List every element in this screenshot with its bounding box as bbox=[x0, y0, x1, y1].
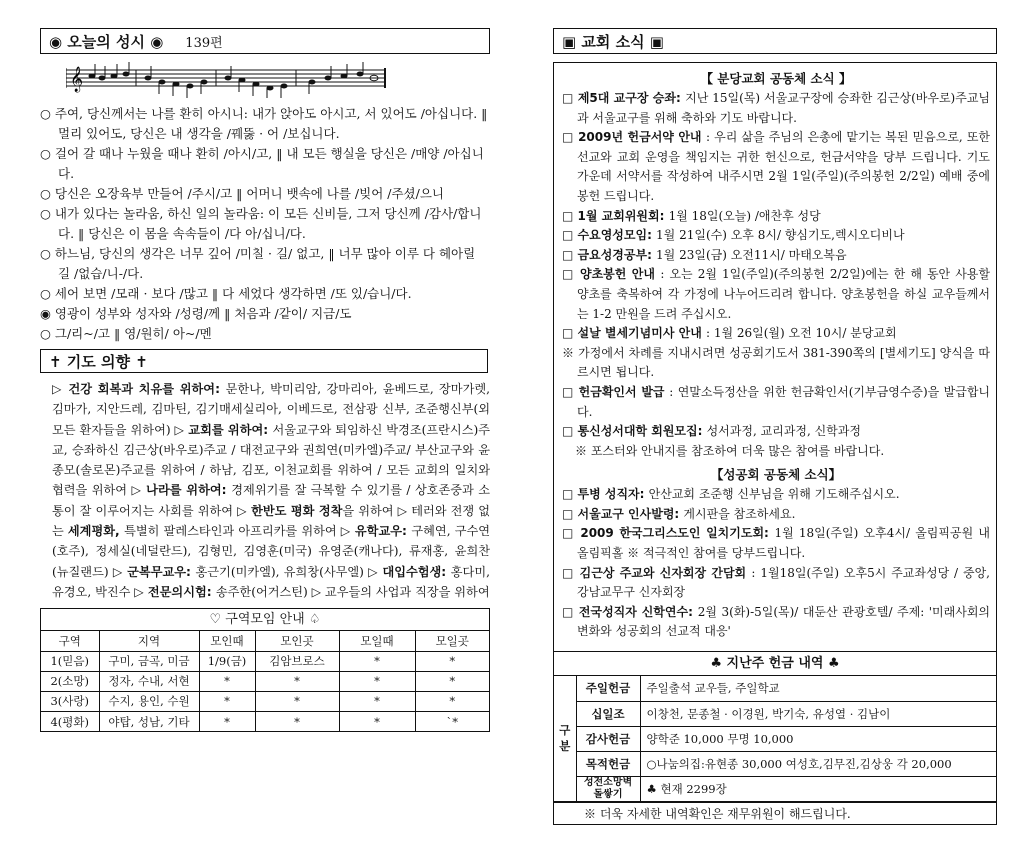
prayer-title-box bbox=[40, 349, 488, 373]
table-cell: 3(사랑) bbox=[41, 691, 99, 711]
table-cell: 주일헌금 bbox=[576, 676, 640, 701]
table-cell: * bbox=[415, 651, 489, 671]
prayer-part-1-heading: ▷ 건강 회복과 치유를 위하여: bbox=[52, 382, 226, 396]
news-item bbox=[562, 422, 990, 442]
news-item-text: : 오는 2월 1일(주일)(주의봉헌 2/2일)에는 한 해 동안 사용할 양초를 축복하여 각 가정에 나누어드리려 합니다. 양초봉헌을 하실 교우들께서는 1-2 만원을 드려 주십시오. bbox=[577, 267, 990, 321]
table-cell: * bbox=[339, 671, 415, 691]
table-cell: * bbox=[339, 711, 415, 731]
news-item-heading: □ 투병 성직자: bbox=[562, 487, 649, 502]
left-column bbox=[40, 28, 490, 732]
news-item-heading: □ 통신성서대학 회원모집: bbox=[562, 424, 707, 439]
table-cell: 4(평화) bbox=[41, 711, 99, 731]
table-cell: 1(믿음) bbox=[41, 651, 99, 671]
news-item-heading: □ 양초봉헌 안내 bbox=[562, 267, 661, 282]
poem-number: 139편 bbox=[185, 35, 223, 51]
table-cell: * bbox=[339, 651, 415, 671]
prayer-part-5-heading: 세계평화, bbox=[67, 524, 125, 539]
table-cell: 성전소망벽돌쌓기 bbox=[576, 776, 640, 801]
prayer-part-8-text: 홍다미, 유경오, 박진수 bbox=[52, 564, 490, 599]
news-item bbox=[562, 505, 990, 525]
offering-note: ※ 더욱 자세한 내역확인은 재무위원이 해드립니다. bbox=[554, 802, 996, 824]
table-cell: 목적헌금 bbox=[576, 751, 640, 776]
news-item bbox=[562, 324, 990, 344]
table-header-row bbox=[41, 631, 489, 651]
news-item-heading: □ 김근상 주교와 신자회장 간담회 bbox=[562, 565, 752, 580]
news-item-text: 안산교회 조준행 신부님을 위해 기도해주십시오. bbox=[648, 487, 900, 502]
news-item-heading: □ 전국성직자 신학연수: bbox=[562, 604, 698, 619]
news-item-text: 1월 18일(오늘) /애찬후 성당 bbox=[668, 208, 821, 223]
table-row bbox=[554, 751, 996, 776]
music-staff-image bbox=[66, 60, 386, 100]
prayer-part-1-text: 문한나, 박미리암, 강마리아, 윤베드로, 장마가렛, 김마가, 지안드레, 김마틴, 김기매세실리아, 이베드로, 전삼광 신부, 조준행신부(외 모든 환자들을 위하여) bbox=[52, 382, 490, 437]
prayer-part-2-text: 서울교구와 퇴임하신 박경조(프란시스)주교, 승좌하신 김근상(바우로)주교 / 대전교구와 권희연(미카엘)주교/ 부산교구와 윤종모(솔로몬)주교를 위하여 / 하남, 김포, 이천교회를 위하여 / 모든 교회의 일치와 협력을 위하여 bbox=[52, 422, 490, 498]
poem-title: ◉ 오늘의 성시 ◉ bbox=[49, 32, 164, 51]
svg-text:𝄞: 𝄞 bbox=[70, 67, 84, 92]
table-cell: `* bbox=[415, 711, 489, 731]
table-cell: * bbox=[199, 671, 255, 691]
news-box bbox=[553, 62, 997, 652]
news-item bbox=[562, 89, 990, 128]
news-item-heading: □ 서울교구 인사발령: bbox=[562, 506, 684, 521]
right-column bbox=[553, 28, 997, 825]
prayer-text bbox=[52, 379, 490, 602]
header-cell: 지역 bbox=[99, 631, 199, 651]
table-cell: ○나눔의집:유현종 30,000 여성호,김무진,김상웅 각 20,000 bbox=[640, 751, 996, 776]
header-cell: 구역 bbox=[41, 631, 99, 651]
news-title: ▣ 교회 소식 ▣ bbox=[562, 32, 664, 51]
news-item bbox=[562, 564, 990, 603]
poem-stanza-1: ○ 주여, 당신께서는 나를 환히 아시니: 내가 앉아도 아시고, 서 있어도 /아십니다. ‖ 멀리 있어도, 당신은 내 생각을 /꿰뚫 · 어 /보십니다. bbox=[40, 106, 488, 141]
table-cell: 1/9(금) bbox=[199, 651, 255, 671]
news-item-heading: □ 헌금확인서 발급 bbox=[562, 384, 670, 399]
table-cell: 김암브로스 bbox=[255, 651, 339, 671]
news-note: ※ 포스터와 안내지를 참조하여 더욱 많은 참여를 바랍니다. bbox=[575, 443, 885, 458]
prayer-part-3-text: 경제위기를 잘 극복할 수 있기를 / 상호존중과 소통이 잘 이루어지는 사회를 위하여 bbox=[52, 483, 490, 518]
news-item bbox=[562, 207, 990, 227]
news-item bbox=[562, 485, 990, 505]
news-item-text: 지난 15일(목) 서울교구장에 승좌한 김근상(바우로)주교님과 서울교구를 위해 축하와 기도 바랍니다. bbox=[577, 91, 991, 125]
header-cell: 모인때 bbox=[199, 631, 255, 651]
offering-title: ♣ 지난주 헌금 내역 ♣ bbox=[554, 652, 996, 676]
news-item-heading: □ 설날 별세기념미사 안내 bbox=[562, 326, 706, 341]
prayer-part-2-heading: ▷ 교회를 위하여: bbox=[174, 422, 273, 437]
table-cell: 감사헌금 bbox=[576, 726, 640, 751]
table-cell: ♣ 현재 2299장 bbox=[640, 776, 996, 801]
news-item-text: 2월 3(화)-5일(목)/ 대둔산 관광호텔/ 주제: '미래사회의 변화와 성공회의 선교적 대응' bbox=[577, 604, 991, 639]
table-row bbox=[554, 776, 996, 801]
news-section-1-heading: 【 분당교회 공동체 소식 】 bbox=[700, 71, 852, 86]
prayer-part-6-heading: ▷ 유학교우: bbox=[340, 524, 412, 539]
prayer-part-7-heading: ▷ 군복무교우: bbox=[112, 564, 196, 579]
news-item-text: 1월 21일(수) 오후 8시/ 향심기도,렉시오디비나 bbox=[656, 228, 905, 243]
table-cell: 정자, 수내, 서현 bbox=[99, 671, 199, 691]
poem-stanza-2: ○ 걸어 갈 때나 누웠을 때나 환히 /아시/고, ‖ 내 모든 행실을 당신은 /매양 /아십니다. bbox=[40, 146, 484, 181]
table-cell: 야탑, 성남, 기타 bbox=[99, 711, 199, 731]
offering-box bbox=[553, 652, 997, 825]
news-item-text: : 1월18일(주일) 오후5시 주교좌성당 / 중앙, 강남교무구 신자회장 bbox=[577, 565, 990, 600]
news-item-text: : 연말소득정산을 위한 헌금확인서(기부금영수증)을 발급합니다. bbox=[577, 384, 990, 419]
poem-stanza-6: ○ 세어 보면 /모래 · 보다 /많고 ‖ 다 세었다 생각하면 /또 있/습니/다. bbox=[40, 286, 412, 301]
table-cell: 구미, 금곡, 미금 bbox=[99, 651, 199, 671]
table-cell: 수지, 용인, 수원 bbox=[99, 691, 199, 711]
prayer-part-4-heading: ▷ 한반도 평화 정착 bbox=[237, 503, 343, 518]
news-item-heading: □ 수요영성모임: bbox=[562, 228, 657, 243]
news-title-box bbox=[553, 28, 997, 54]
news-item-text: 1월 18일(주일) 오후4시/ 올림픽공원 내 올림픽홀 ※ 적극적인 참여를 당부드립니다. bbox=[577, 526, 990, 561]
table-cell: * bbox=[415, 671, 489, 691]
prayer-title: ✝ 기도 의향 ✝ bbox=[49, 352, 148, 371]
table-cell: 2(소망) bbox=[41, 671, 99, 691]
prayer-part-8-heading: ▷ 대입수험생: bbox=[368, 564, 451, 579]
group-meeting-box bbox=[40, 608, 490, 732]
table-cell: 십일조 bbox=[576, 701, 640, 726]
table-row bbox=[41, 691, 489, 711]
poem-stanza-4: ○ 내가 있다는 놀라움, 하신 일의 놀라움: 이 모든 신비들, 그저 당신께 /감사/합니다. ‖ 당신은 이 몸을 속속들이 /다 아/십니/다. bbox=[40, 206, 482, 241]
news-item bbox=[562, 603, 990, 642]
poem-stanza-5: ○ 하느님, 당신의 생각은 너무 깊어 /미칠 · 길/ 없고, ‖ 너무 많아 이루 다 헤아릴 길 /없습/니-/다. bbox=[40, 246, 476, 281]
table-row bbox=[41, 711, 489, 731]
news-item-text: : 1월 26일(월) 오전 10시/ 분당교회 bbox=[705, 326, 897, 341]
news-item bbox=[562, 226, 990, 246]
prayer-part-4-text: 을 위하여 ▷ 테러와 전쟁 없는 bbox=[52, 503, 490, 539]
news-item bbox=[562, 128, 990, 206]
prayer-part-9-heading: ▷ 전문의시험: bbox=[134, 584, 216, 599]
gubun-label: 구분 bbox=[554, 676, 576, 801]
news-item bbox=[562, 265, 990, 324]
news-item-text: 1월 23일(금) 오전11시/ 마태오복음 bbox=[656, 247, 847, 262]
news-section-2-heading: 【성공회 공동체 소식】 bbox=[710, 467, 842, 483]
offering-table bbox=[554, 676, 996, 802]
group-meeting-title: ♡ 구역모임 안내 ♤ bbox=[41, 609, 489, 631]
prayer-part-3-heading: ▷ 나라를 위하여: bbox=[131, 483, 232, 498]
table-cell: 주일출석 교우들, 주일학교 bbox=[640, 676, 996, 701]
poem-text bbox=[40, 104, 490, 344]
news-item bbox=[562, 246, 990, 266]
poem-title-box bbox=[40, 28, 490, 54]
news-item-heading: □ 금요성경공부: bbox=[562, 247, 657, 262]
table-cell: * bbox=[339, 691, 415, 711]
table-cell: * bbox=[199, 691, 255, 711]
news-item-heading: □ 1월 교회위원회: bbox=[562, 208, 669, 223]
table-cell: * bbox=[199, 711, 255, 731]
news-item-heading: □ 2009년 헌금서약 안내 bbox=[562, 130, 706, 145]
table-cell: * bbox=[255, 671, 339, 691]
prayer-part-9-text: 송주한(어거스틴) ▷ 교우들의 사업과 직장을 위하여 bbox=[215, 584, 490, 599]
poem-stanza-7: ◉ 영광이 성부와 성자와 /성령/께 ‖ 처음과 /같이/ 지금/도 bbox=[40, 306, 352, 321]
news-item-text: 게시판을 참조하세요. bbox=[683, 506, 796, 521]
header-cell: 모인곳 bbox=[255, 631, 339, 651]
poem-stanza-3: ○ 당신은 오장육부 만들어 /주시/고 ‖ 어머니 뱃속에 나를 /빚어 /주셨/으니 bbox=[40, 186, 444, 201]
header-cell: 모일때 bbox=[339, 631, 415, 651]
prayer-part-7-text: 홍근기(미카엘), 유희창(사무엘) bbox=[195, 564, 369, 579]
prayer-part-5-text: 특별히 팔레스타인과 아프리카를 위하여 bbox=[124, 524, 341, 539]
news-item-text: : 우리 삶을 주님의 은총에 맡기는 복된 믿음으로, 또한 선교와 교회 운영을 책임지는 귀한 헌신으로, 헌금서약을 당부 드립니다. 기도 가운데 서약서를 작성하여 내주시면 2월 1일(주일)(주의봉헌 2/2일) 예배 중에 봉헌 드립니다. bbox=[577, 130, 991, 203]
table-cell: * bbox=[255, 711, 339, 731]
news-item-heading: □ 제5대 교구장 승좌: bbox=[562, 91, 686, 105]
table-row bbox=[554, 701, 996, 726]
news-note: ※ 가정에서 차례를 지내시려면 성공회기도서 381-390쪽의 [별세기도] 양식을 따르시면 됩니다. bbox=[562, 345, 990, 380]
table-cell: * bbox=[255, 691, 339, 711]
table-cell: 이창천, 문종철 · 이경원, 박기숙, 유성열 · 김남이 bbox=[640, 701, 996, 726]
poem-stanza-8: ○ 그/리~/고 ‖ 영/원히/ 아~/멘 bbox=[40, 326, 212, 341]
news-item bbox=[562, 383, 990, 422]
news-item bbox=[562, 524, 990, 563]
table-cell: * bbox=[415, 691, 489, 711]
table-row bbox=[41, 651, 489, 671]
group-meeting-table bbox=[41, 631, 489, 731]
table-row bbox=[41, 671, 489, 691]
news-item-heading: □ 2009 한국그리스도인 일치기도회: bbox=[562, 526, 775, 541]
news-item-text: 성서과정, 교리과정, 신학과정 bbox=[706, 424, 861, 439]
table-row bbox=[554, 676, 996, 701]
table-row bbox=[554, 726, 996, 751]
table-cell: 양학준 10,000 무명 10,000 bbox=[640, 726, 996, 751]
prayer-part-6-text: 구혜연, 구수연(호주), 정세실(네덜란드), 김형민, 김영훈(미국) 유영준(캐나다), 류재홍, 윤희찬(뉴질랜드) bbox=[52, 524, 491, 579]
header-cell: 모일곳 bbox=[415, 631, 489, 651]
